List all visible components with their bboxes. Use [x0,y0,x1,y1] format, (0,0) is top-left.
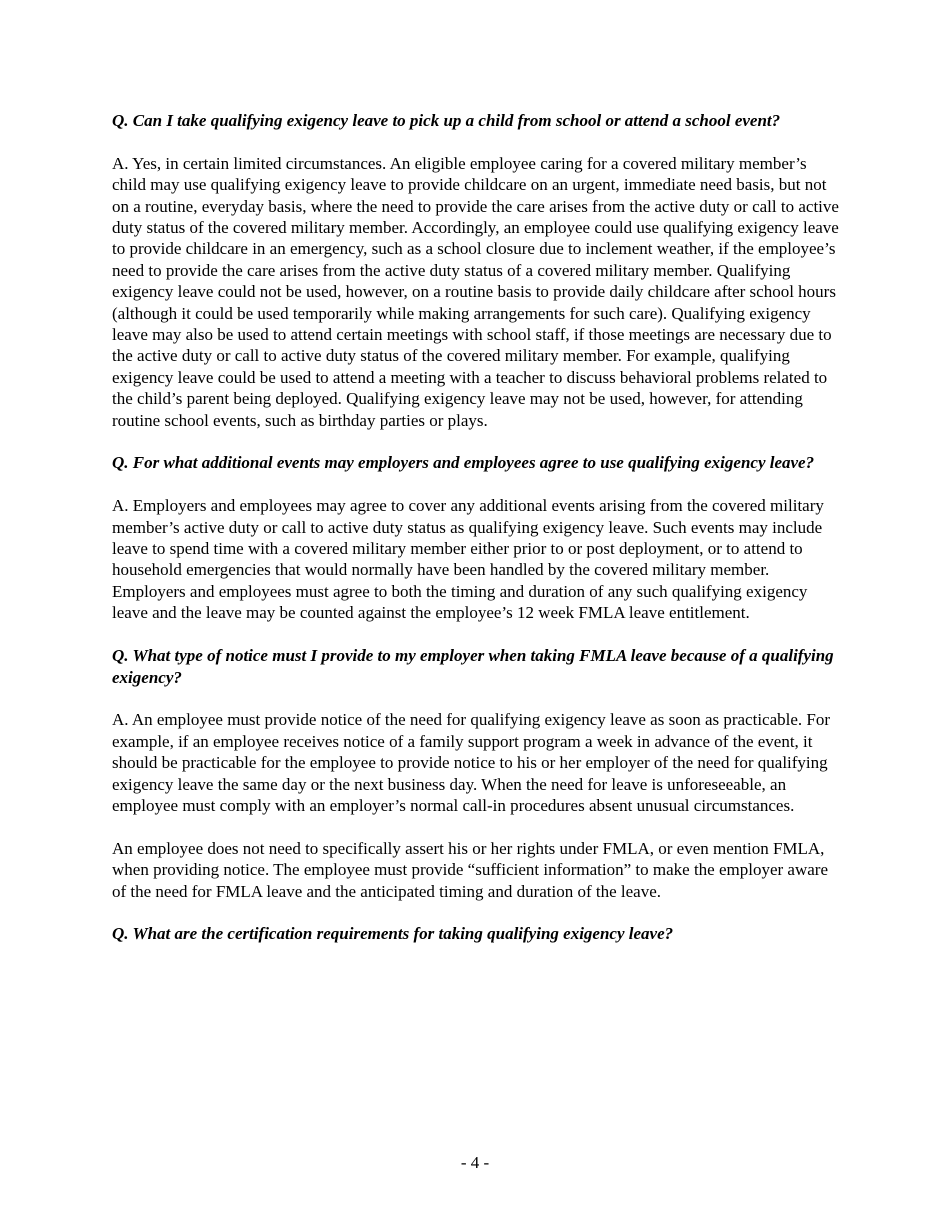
answer-paragraph: A. Yes, in certain limited circumstances. An eligible employee caring for a covered military member’s child may use qualifying exigency leave to provide childcare on an urgent, immediate need basis, but not on a routine, everyday basis, where the need to provide the care arises from the active duty or call to active duty status of the covered military member. Accordingly, an employee could use qualifying exigency leave to provide childcare in an emergency, such as a school closure due to inclement weather, if the employee’s need to provide the care arises from the active duty status of a covered military member. Qualifying exigency leave could not be used, however, on a routine basis to provide daily childcare after school hours (although it could be used temporarily while making arrangements for such care). Qualifying exigency leave may also be used to attend certain meetings with school staff, if those meetings are necessary due to the active duty or call to active duty status of the covered military member. For example, qualifying exigency leave could be used to attend a meeting with a teacher to discuss behavioral problems related to the child’s parent being deployed. Qualifying exigency leave may not be used, however, for attending routine school events, such as birthday parties or plays. [112,153,839,430]
answer-paragraph: A. An employee must provide notice of the need for qualifying exigency leave as soon as practicable. For example, if an employee receives notice of a family support program a week in advance of the event, it should be practicable for the employee to provide notice to his or her employer of the need for qualifying exigency leave the same day or the next business day. When the need for leave is unforeseeable, an employee must comply with an employer’s normal call-in procedures absent unusual circumstances. [112,710,831,815]
question-heading: Q. What are the certification requirements for taking qualifying exigency leave? [112,924,674,944]
page-number: - 4 - [460,1153,490,1172]
page-content [112,110,840,966]
question-heading: Q. For what additional events may employers and employees agree to use qualifying exigency leave? [112,453,815,473]
question-heading: Q. Can I take qualifying exigency leave to pick up a child from school or attend a school event? [112,111,781,130]
answer-paragraph: A. Employers and employees may agree to cover any additional events arising from the covered military member’s active duty or call to active duty status as qualifying exigency leave. Such events may include leave to spend time with a covered military member either prior to or post deployment, or to attend to household emergencies that would normally have been handled by the covered military member. Employers and employees must agree to both the timing and duration of any such qualifying exigency leave and the leave may be counted against the employee’s 12 week FMLA leave entitlement. [112,496,824,623]
answer-paragraph: An employee does not need to specifically assert his or her rights under FMLA, or even mention FMLA, when providing notice. The employee must provide “sufficient information” to make the employer aware of the need for FMLA leave and the anticipated timing and duration of the leave. [112,838,828,901]
question-heading: Q. What type of notice must I provide to my employer when taking FMLA leave because of a qualifying exigency? [112,646,834,687]
